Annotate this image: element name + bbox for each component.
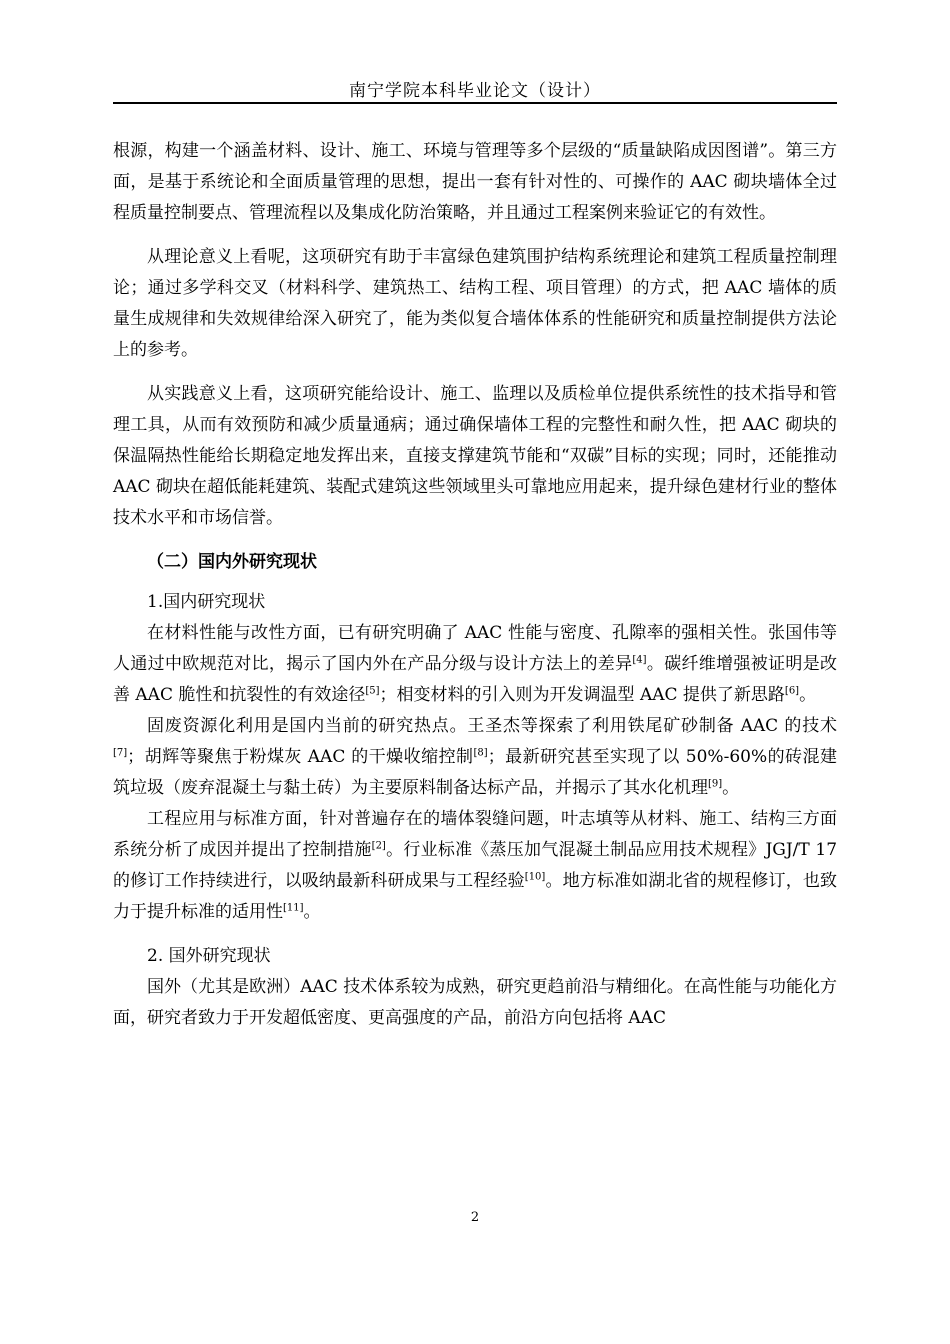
paragraph-continuation: 根源，构建一个涵盖材料、设计、施工、环境与管理等多个层级的“质量缺陷成因图谱”。第三方面，是基于系统论和全面质量管理的思想，提出一套有针对性的、可操作的 AAC 砌块墙体全过程质量控制要点、管理流程以及集成化防治策略，并且通过工程案例来验证它的有效性。 xyxy=(113,141,837,223)
paragraph-theoretical-significance: 从理论意义上看呢，这项研究有助于丰富绿色建筑围护结构系统理论和建筑工程质量控制理论；通过多学科交叉（材料科学、建筑热工、结构工程、项目管理）的方式，把 AAC 墙体的质量生成规律和失效规律给深入研究了，能为类似复合墙体体系的性能研究和质量控制提供方法论上的参考。 xyxy=(113,247,837,360)
text-run: 。 xyxy=(799,685,817,705)
text-run: 工程应用与标准方面，针对普遍存在的墙体裂缝问题，叶志填等从材料、施工、结构三方面系统分析了成因并提出了控制措施 xyxy=(113,809,837,860)
paragraph-solid-waste xyxy=(113,711,837,804)
page-header-title: 南宁学院本科毕业论文（设计） xyxy=(349,81,601,101)
citation-ref: [6] xyxy=(784,685,800,697)
text-run: ；最新研究甚至实现了以 50%-60%的砖混建筑垃圾（废弃混凝土与黏土砖）为主要原料制备达标产品，并揭示了其水化机理 xyxy=(113,747,837,798)
text-run: ；相变材料的引入则为开发调温型 AAC 提供了新思路 xyxy=(379,685,785,705)
subsection-heading-domestic: 1.国内研究现状 xyxy=(147,592,266,612)
subsection-heading-foreign: 2. 国外研究现状 xyxy=(147,946,271,966)
paragraph-materials xyxy=(113,618,837,711)
citation-ref: [10] xyxy=(524,871,546,883)
paragraph-engineering-standards xyxy=(113,804,837,928)
text-run: 。 xyxy=(303,902,321,922)
paragraph-practical-significance: 从实践意义上看，这项研究能给设计、施工、监理以及质检单位提供系统性的技术指导和管理工具，从而有效预防和减少质量通病；通过确保墙体工程的完整性和耐久性，把 AAC 砌块的保温隔热性能给长期稳定地发挥出来，直接支撑建筑节能和“双碳”目标的实现；同时，还能推动 AAC 砌块在超低能耗建筑、装配式建筑这些领域里头可靠地应用起来，提升绿色建材行业的整体技术水平和市场信誉。 xyxy=(113,384,837,528)
text-run: 。行业标准《蒸压加气混凝土制品应用技术规程》JGJ/T 17 的修订工作持续进行，以吸纳最新科研成果与工程经验 xyxy=(113,840,838,891)
citation-ref: [8] xyxy=(473,747,488,759)
citation-ref: [5] xyxy=(365,685,380,697)
header-divider xyxy=(113,102,837,104)
citation-ref: [4] xyxy=(632,654,647,666)
text-run: 在材料性能与改性方面，已有研究明确了 AAC 性能与密度、孔隙率的强相关性。张国伟等人通过中欧规范对比，揭示了国内外在产品分级与设计方法上的差异 xyxy=(113,623,837,674)
text-run: 。地方标准如湖北省的规程修订，也致力于提升标准的适用性 xyxy=(113,871,838,922)
text-run: 。 xyxy=(722,778,740,798)
text-run: 固废资源化利用是国内当前的研究热点。王圣杰等探索了利用铁尾矿砂制备 AAC 的技术 xyxy=(147,716,837,736)
section-heading: （二）国内外研究现状 xyxy=(147,552,317,572)
document-body xyxy=(113,136,837,1034)
text-run: 。碳纤维增强被证明是改善 AAC 脆性和抗裂性的有效途径 xyxy=(113,654,838,705)
citation-ref: [7] xyxy=(113,747,128,759)
text-run: ；胡辉等聚焦于粉煤灰 AAC 的干燥收缩控制 xyxy=(127,747,474,767)
page-number: 2 xyxy=(470,1210,480,1225)
citation-ref: [2] xyxy=(371,840,386,852)
citation-ref: [9] xyxy=(708,778,723,790)
citation-ref: [11] xyxy=(283,902,304,914)
paragraph-foreign-research: 国外（尤其是欧洲）AAC 技术体系较为成熟，研究更趋前沿与精细化。在高性能与功能化方面，研究者致力于开发超低密度、更高强度的产品，前沿方向包括将 AAC xyxy=(113,977,837,1028)
